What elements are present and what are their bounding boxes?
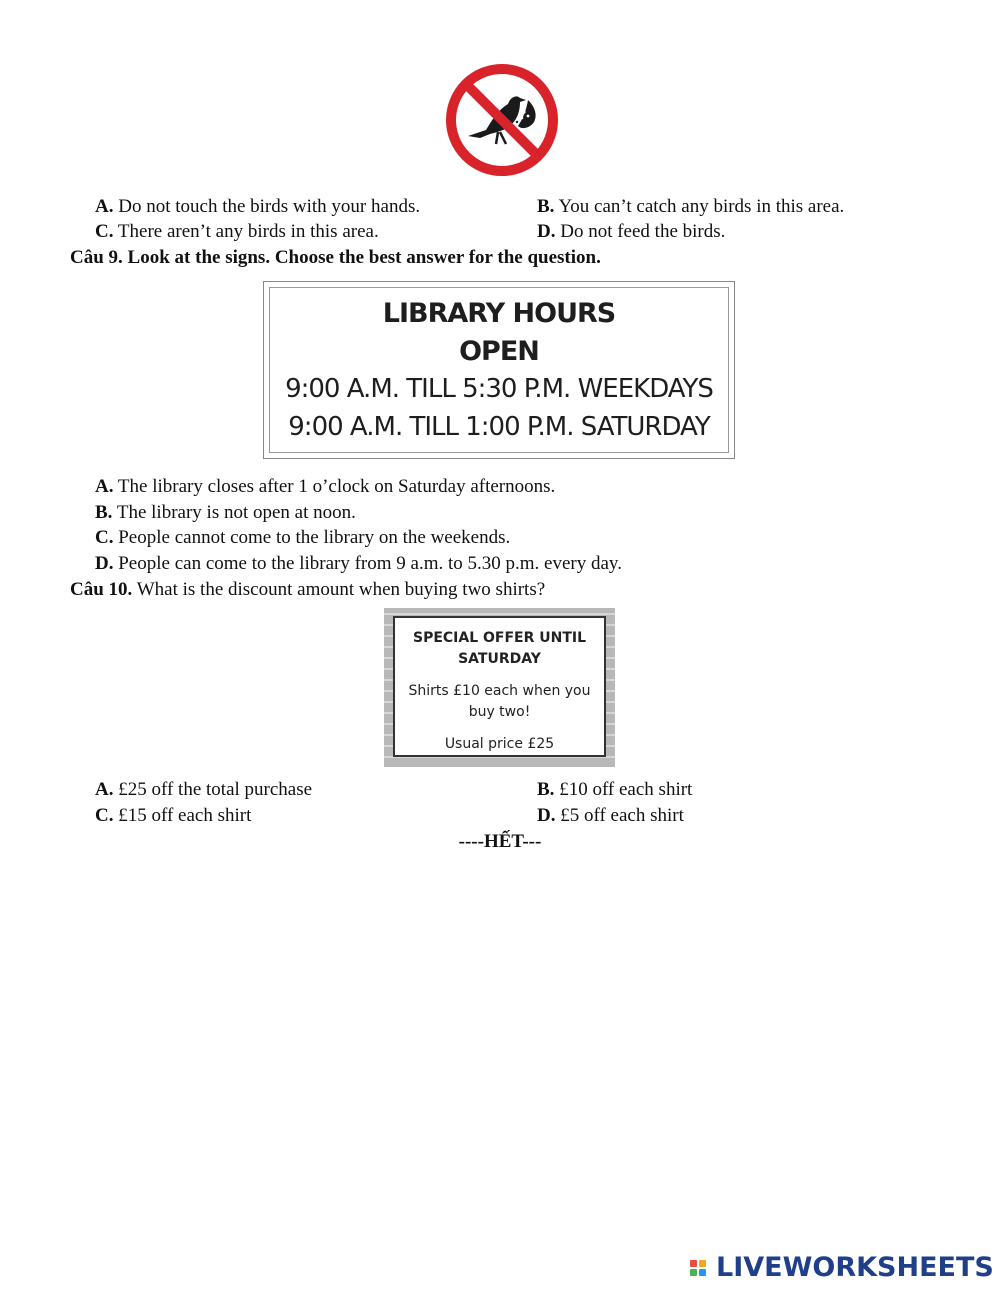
logo-square-3	[690, 1269, 697, 1276]
q10-heading: Câu 10. What is the discount amount when buying two shirts?	[70, 579, 546, 600]
q10-option-c[interactable]: C. £15 off each shirt	[95, 805, 252, 826]
liveworksheets-logo-text: LIVEWORKSHEETS	[716, 1252, 994, 1283]
end-marker: ----HẾT---	[458, 831, 542, 852]
offer-title-line2: SATURDAY	[458, 651, 541, 667]
offer-body-line1: Shirts £10 each when you	[408, 683, 591, 699]
logo-square-2	[699, 1260, 706, 1267]
no-feeding-birds-icon	[442, 60, 562, 180]
q8-option-b[interactable]: B. You can’t catch any birds in this area.	[537, 196, 845, 217]
library-sign-title: LIBRARY HOURS	[382, 298, 616, 329]
offer-usual-price: Usual price £25	[444, 736, 555, 752]
liveworksheets-logo-icon	[690, 1255, 712, 1285]
q8-option-d[interactable]: D. Do not feed the birds.	[537, 221, 726, 242]
logo-square-1	[690, 1260, 697, 1267]
library-sign-weekdays: 9:00 A.M. TILL 5:30 P.M. WEEKDAYS	[285, 374, 713, 404]
library-hours-sign	[263, 281, 735, 459]
q9-option-c[interactable]: C. People cannot come to the library on the weekends.	[95, 527, 511, 548]
q10-option-d[interactable]: D. £5 off each shirt	[537, 805, 684, 826]
offer-body-line2: buy two!	[468, 704, 531, 720]
q8-option-a[interactable]: A. Do not touch the birds with your hands.	[95, 196, 421, 217]
library-sign-subtitle: OPEN	[459, 336, 539, 367]
logo-square-4	[699, 1269, 706, 1276]
q9-option-b[interactable]: B. The library is not open at noon.	[95, 502, 356, 523]
q9-heading: Câu 9. Look at the signs. Choose the best answer for the question.	[70, 247, 601, 268]
offer-title-line1: SPECIAL OFFER UNTIL	[412, 630, 587, 646]
q10-option-b[interactable]: B. £10 off each shirt	[537, 779, 693, 800]
q8-option-c[interactable]: C. There aren’t any birds in this area.	[95, 221, 379, 242]
q10-option-a[interactable]: A. £25 off the total purchase	[95, 779, 313, 800]
q9-option-d[interactable]: D. People can come to the library from 9 a.m. to 5.30 p.m. every day.	[95, 553, 622, 574]
special-offer-sign	[384, 608, 615, 767]
q9-option-a[interactable]: A. The library closes after 1 o’clock on Saturday afternoons.	[95, 476, 556, 497]
library-sign-saturday: 9:00 A.M. TILL 1:00 P.M. SATURDAY	[288, 412, 710, 442]
